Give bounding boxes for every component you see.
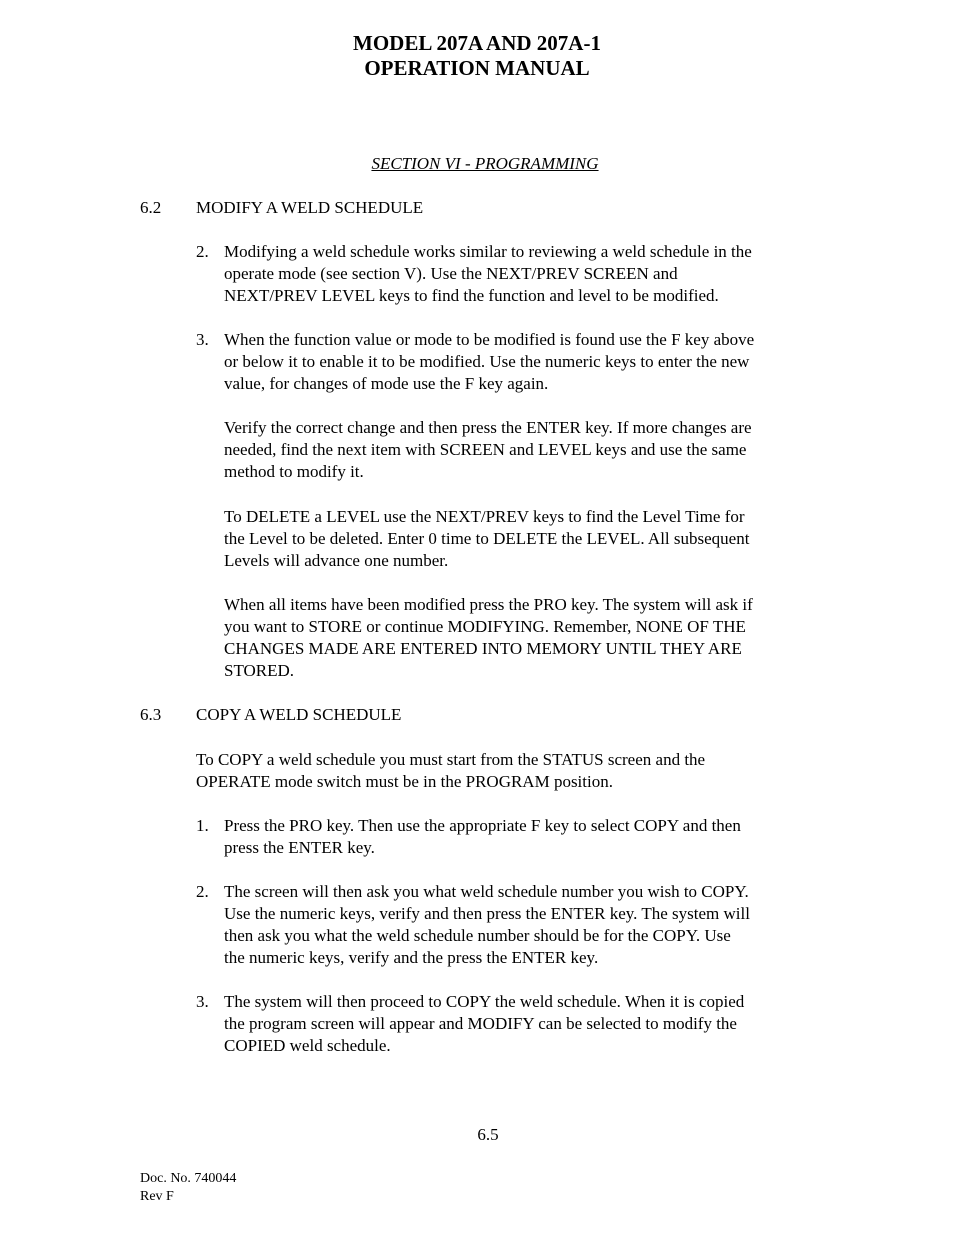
s62-store-paragraph (224, 594, 824, 682)
s63-item-1-number: 1. (196, 816, 209, 835)
text-line: Use the numeric keys, verify and then press the ENTER key. The system will (224, 904, 750, 923)
revision: Rev F (140, 1189, 174, 1204)
text-line: value, for changes of mode use the F key again. (224, 374, 549, 393)
s63-item-2-text (224, 881, 824, 969)
section-6-2-heading: MODIFY A WELD SCHEDULE (196, 198, 424, 217)
text-line: the Level to be deleted. Enter 0 time to DELETE the LEVEL. All subsequent (224, 529, 750, 548)
s62-item-2-number: 2. (196, 242, 209, 261)
text-line: then ask you what the weld schedule number should be for the COPY. Use (224, 926, 731, 945)
text-line: COPIED weld schedule. (224, 1036, 391, 1055)
text-line: When all items have been modified press the PRO key. The system will ask if (224, 595, 753, 614)
text-line: method to modify it. (224, 462, 364, 481)
s63-item-2-number: 2. (196, 882, 209, 901)
text-line: Press the PRO key. Then use the appropriate F key to select COPY and then (224, 816, 741, 835)
s62-delete-paragraph (224, 506, 824, 572)
section-6-2-number: 6.2 (140, 198, 162, 217)
section-title: SECTION VI - PROGRAMMING (371, 154, 599, 173)
text-line: NEXT/PREV LEVEL keys to find the function and level to be modified. (224, 286, 719, 305)
text-line: press the ENTER key. (224, 838, 375, 857)
s62-verify-paragraph (224, 417, 824, 483)
section-6-3-heading: COPY A WELD SCHEDULE (196, 705, 402, 724)
page-number: 6.5 (477, 1125, 499, 1144)
text-line: Modifying a weld schedule works similar to reviewing a weld schedule in the (224, 242, 752, 261)
manual-title-line2: OPERATION MANUAL (364, 56, 590, 80)
manual-title-line1: MODEL 207A AND 207A-1 (353, 31, 601, 55)
text-line: The screen will then ask you what weld schedule number you wish to COPY. (224, 882, 749, 901)
s63-item-1-text (224, 815, 824, 859)
text-line: STORED. (224, 661, 295, 680)
text-line: operate mode (see section V). Use the NEXT/PREV SCREEN and (224, 264, 678, 283)
s63-item-3-number: 3. (196, 992, 209, 1011)
section-6-3-number: 6.3 (140, 705, 162, 724)
text-line: or below it to enable it to be modified. Use the numeric keys to enter the new (224, 352, 750, 371)
text-line: CHANGES MADE ARE ENTERED INTO MEMORY UNTIL THEY ARE (224, 639, 742, 658)
text-line: the numeric keys, verify and the press the ENTER key. (224, 948, 599, 967)
s63-intro-paragraph (196, 749, 816, 793)
text-line: To DELETE a LEVEL use the NEXT/PREV keys to find the Level Time for (224, 507, 745, 526)
text-line: To COPY a weld schedule you must start from the STATUS screen and the (196, 750, 706, 769)
text-line: the program screen will appear and MODIFY can be selected to modify the (224, 1014, 737, 1033)
text-line: needed, find the next item with SCREEN and LEVEL keys and use the same (224, 440, 747, 459)
s62-item-3-number: 3. (196, 330, 209, 349)
text-line: you want to STORE or continue MODIFYING. Remember, NONE OF THE (224, 617, 746, 636)
text-line: When the function value or mode to be modified is found use the F key above (224, 330, 755, 349)
text-line: Verify the correct change and then press the ENTER key. If more changes are (224, 418, 752, 437)
s63-item-3-text (224, 991, 824, 1057)
text-line: Levels will advance one number. (224, 551, 449, 570)
doc-number: Doc. No. 740044 (140, 1171, 237, 1186)
s62-item-2-text (224, 241, 824, 307)
s62-item-3-text (224, 329, 824, 395)
text-line: The system will then proceed to COPY the weld schedule. When it is copied (224, 992, 745, 1011)
text-line: OPERATE mode switch must be in the PROGRAM position. (196, 772, 613, 791)
